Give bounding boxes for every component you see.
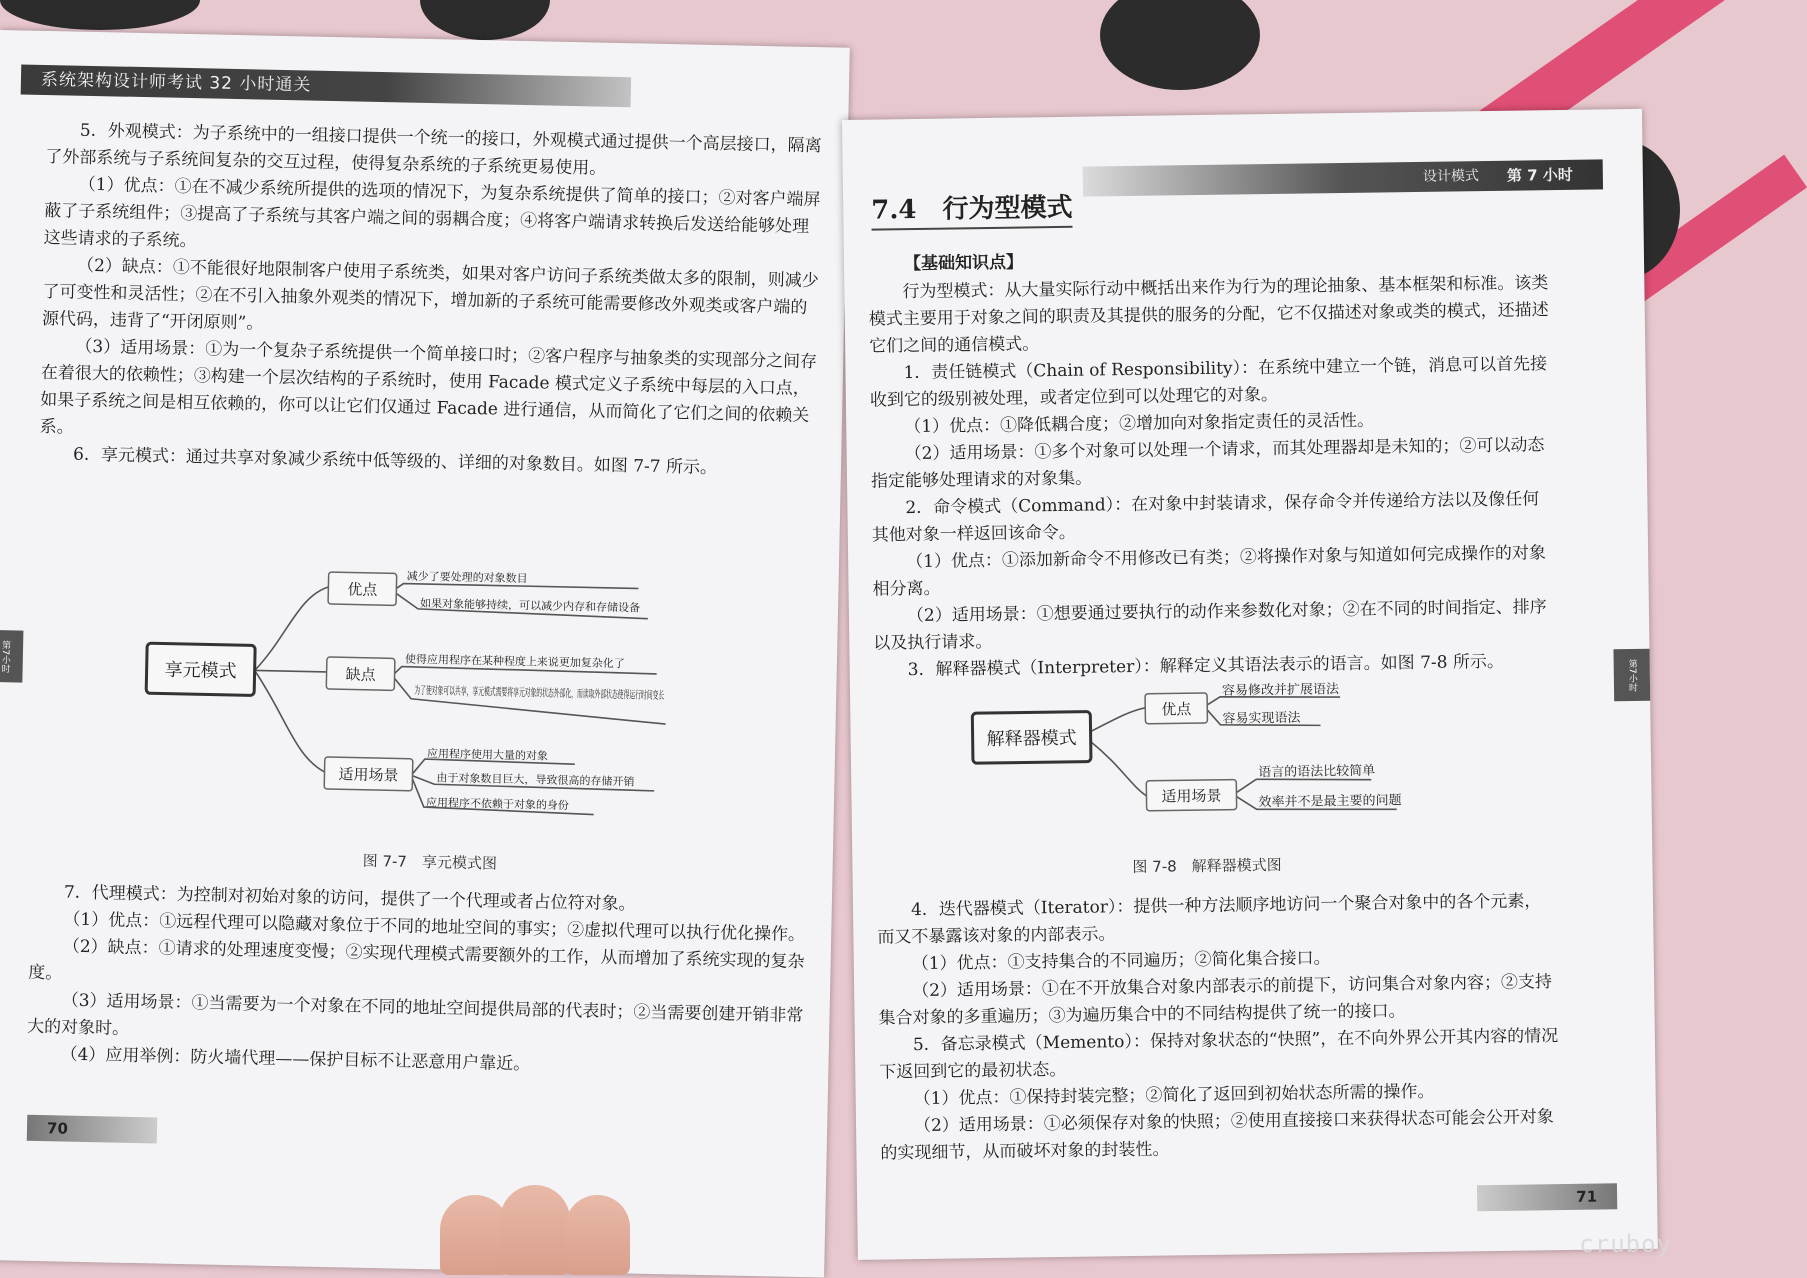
right-page [842, 109, 1658, 1260]
paragraph: （3）适用场景：①当需要为一个对象在不同的地址空间提供局部的代表时；②当需要创建开销非常大的对象时。 [26, 990, 804, 1039]
right-running-head [1083, 159, 1603, 196]
paragraph: 2．命令模式（Command）：在对象中封装请求，保存命令并传递给方法以及像任何其他对象一样返回该命令。 [871, 489, 1540, 546]
paragraph: （1）优点：①在不减少系统所提供的选项的情况下，为复杂系统提供了简单的接口；②对客户端屏蔽了子系统组件；③提高了子系统与其客户端之间的弱耦合度；④将客户端请求转换后发送给能够处理这些请求的子系统。 [43, 174, 821, 252]
running-head-section: 设计模式 [1422, 168, 1480, 185]
key-points-label: 【基础知识点】 [903, 252, 1024, 275]
paragraph: （2）适用场景：①在不开放集合对象内部表示的前提下，访问集合对象内容；②支持集合对象的多重遍历；③为遍历集合中的不同结构提供了统一的接口。 [878, 972, 1553, 1029]
mindmap-branch: 适用场景 [1161, 786, 1222, 806]
paragraph: （2）缺点：①请求的处理速度变慢；②实现代理模式需要额外的工作，从而增加了系统实现的复杂度。 [28, 936, 805, 984]
paragraph: （2）适用场景：①想要通过要执行的动作来参数化对象；②在不同的时间指定、排序以及执行请求。 [873, 597, 1547, 654]
paragraph: 5．外观模式：为子系统中的一组接口提供一个统一的接口，外观模式通过提供一个高层接口，隔离了外部系统与子系统间复杂的交互过程，使得复杂系统的子系统更易使用。 [45, 120, 822, 179]
flyweight-mindmap [133, 553, 888, 855]
paragraph: 1．责任链模式（Chain of Responsibility）：在系统中建立一个链，消息可以首先接收到它的级别被处理，或者定位到可以处理它的对象。 [869, 354, 1548, 411]
paragraph: （2）适用场景：①多个对象可以处理一个请求，而其处理器却是未知的；②可以动态指定能够处理请求的对象集。 [870, 435, 1545, 492]
mindmap-leaf: 语言的语法比较简单 [1258, 763, 1376, 781]
mindmap-branch: 适用场景 [338, 765, 399, 785]
mindmap-leaf: 如果对象能够持续，可以减少内存和存储设备 [419, 596, 641, 615]
black-spot [420, 0, 550, 40]
paragraph: （2）适用场景：①必须保存对象的快照；②使用直接接口来获得状态可能会公开对象的实现细节，从而破坏对象的封装性。 [880, 1107, 1554, 1164]
mindmap-root: 解释器模式 [986, 727, 1077, 751]
paragraph: （4）应用举例：防火墙代理——保护目标不让恶意用户靠近。 [60, 1044, 531, 1075]
interpreter-mindmap [970, 682, 1432, 838]
paragraph: 4．迭代器模式（Iterator）：提供一种方法顺序地访问一个聚合对象中的各个元素，而又不暴露该对象的内部表示。 [877, 891, 1542, 948]
paragraph: 6．享元模式：通过共享对象减少系统中低等级的、详细的对象数目。如图 7-7 所示。 [72, 444, 718, 479]
finger [565, 1195, 630, 1275]
right-body-bottom [877, 888, 1561, 1167]
section-title: 7.4 行为型模式 [871, 187, 1073, 231]
paragraph: （1）优点：①降低耦合度；②增加向对象指定责任的灵活性。 [904, 410, 1375, 438]
page-number: 70 [46, 1119, 69, 1138]
mindmap-leaf: 容易实现语法 [1222, 710, 1301, 727]
paragraph: （2）缺点：①不能很好地限制客户使用子系统类，如果对客户访问子系统类做太多的限制，则减少了可变性和灵活性；②在不引入抽象外观类的情况下，增加新的子系统可能需要修改外观类或客户端的源代码，违背了“开闭原则”。 [41, 255, 819, 334]
paragraph: （1）优点：①远程代理可以隐藏对象位于不同的地址空间的事实；②虚拟代理可以执行优化操作。 [63, 909, 806, 946]
paragraph: 行为型模式：从大量实际行动中概括出来作为行为的理论抽象、基本框架和标准。该类模式主要用于对象之间的职责及其提供的服务的分配，它不仅描述对象或类的模式，还描述它们之间的通信模式。 [868, 273, 1549, 357]
mindmap-leaf: 使得应用程序在某种程度上来说更加复杂化了 [404, 652, 626, 671]
left-body-top [39, 117, 826, 484]
paragraph: 5．备忘录模式（Memento）：保持对象状态的“快照”，在不向外界公开其内容的情况下返回到它的最初状态。 [879, 1026, 1559, 1083]
side-tab: 第7小时 [1613, 649, 1650, 701]
mindmap-leaf: 减少了要处理的对象数目 [406, 569, 528, 586]
black-spot [1100, 0, 1260, 90]
mindmap-branch: 优点 [347, 580, 378, 600]
paragraph: 7．代理模式：为控制对初始对象的访问，提供了一个代理或者占位符对象。 [63, 882, 636, 915]
paragraph: （1）优点：①添加新命令不用修改已有类；②将操作对象与知道如何完成操作的对象相分离。 [872, 543, 1547, 600]
paragraph: （3）适用场景：①为一个复杂子系统提供一个简单接口时；②客户程序与抽象类的实现部分之间存在着很大的依赖性；③构建一个层次结构的子系统时，使用 Facade 模式定义子系统中每层的入口点，如果子系统之间是相互依赖的，你可以让它们仅通过 Facade 进行通信，从而简化了它们之间的依赖关系。 [39, 336, 818, 438]
mindmap-leaf: 应用程序使用大量的对象 [426, 747, 549, 763]
mindmap-branch: 缺点 [345, 665, 376, 685]
watermark: cruboy [1579, 1230, 1672, 1258]
mindmap-branch: 优点 [1161, 700, 1192, 719]
mindmap-leaf: 为了使对象可以共享，享元模式需要将享元对象的状态外部化，而读取外部状态使得运行时间变长 [414, 683, 888, 707]
mindmap-leaf: 容易修改并扩展语法 [1221, 682, 1340, 699]
finger [500, 1185, 570, 1275]
paragraph: （1）优点：①支持集合的不同遍历；②简化集合接口。 [911, 948, 1331, 975]
left-body-bottom [26, 879, 810, 1084]
left-running-head: 系统架构设计师考试 32 小时通关 [21, 64, 631, 107]
running-head-chapter: 第 7 小时 [1506, 165, 1573, 185]
mindmap-root: 享元模式 [164, 659, 237, 683]
side-tab: 第7小时 [0, 630, 23, 683]
figure-caption: 图 7-7 享元模式图 [362, 851, 498, 873]
right-body-top [868, 270, 1554, 684]
page-number: 71 [1576, 1187, 1598, 1206]
mindmap-leaf: 由于对象数目巨大，导致很高的存储开销 [436, 771, 635, 789]
mindmap-leaf: 效率并不是最主要的问题 [1258, 793, 1402, 811]
paragraph: （1）优点：①保持封装完整；②简化了返回到初始状态所需的操作。 [913, 1081, 1435, 1110]
mindmap-leaf: 应用程序不依赖于对象的身份 [425, 796, 570, 813]
figure-caption: 图 7-8 解释器模式图 [1132, 855, 1282, 877]
left-page [0, 30, 888, 1278]
black-spot [0, 0, 200, 30]
paragraph: 3．解释器模式（Interpreter）：解释定义其语法表示的语言。如图 7-8 所示。 [907, 651, 1505, 681]
